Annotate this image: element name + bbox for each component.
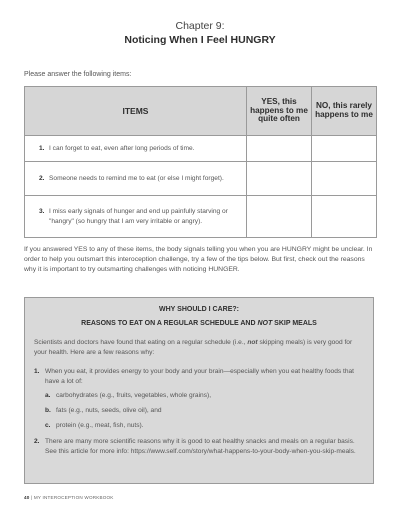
nutrient-letter: c.	[45, 422, 51, 429]
page-number: 40	[24, 495, 30, 500]
book-title: | MY INTEROCEPTION WORKBOOK	[31, 495, 114, 500]
nutrient-item	[45, 422, 345, 429]
nutrient-item	[45, 407, 345, 414]
item-number: 1.	[39, 144, 45, 152]
item-number: 3.	[39, 208, 45, 216]
page-footer	[24, 495, 114, 500]
items-header: ITEMS	[25, 87, 247, 136]
intro-emphasis: not	[247, 339, 258, 346]
item-number: 2.	[39, 174, 45, 182]
subheading-part: SKIP MEALS	[272, 320, 317, 327]
no-answer-cell[interactable]	[312, 196, 377, 238]
item-cell	[25, 136, 247, 162]
nutrient-text: carbohydrates (e.g., fruits, vegetables, whole grains),	[56, 392, 212, 399]
box-intro	[34, 338, 364, 357]
nutrient-letter: b.	[45, 407, 51, 414]
item-cell	[25, 196, 247, 238]
yes-answer-cell[interactable]	[247, 162, 312, 196]
reason-number: 2.	[34, 438, 40, 445]
explanation-paragraph: If you answered YES to any of these items, the body signals telling you when you are HUNGRY might be unclear. In order to help you outsmart this interoception challenge, try a few of the tips below. But first, check out the reasons why it is important to try outsmarting challenges with noticing HUNGER.	[24, 246, 373, 273]
reason-item	[34, 367, 366, 386]
item-text: I miss early signals of hunger and end up painfully starving or "hangry" (so hungry that I am very irritable or angry).	[49, 208, 228, 225]
box-heading: WHY SHOULD I CARE?:	[159, 306, 239, 313]
nutrient-letter: a.	[45, 392, 51, 399]
box-subheading	[25, 320, 373, 327]
nutrient-text: fats (e.g., nuts, seeds, olive oil), and	[56, 407, 162, 414]
no-answer-cell[interactable]	[312, 136, 377, 162]
table-header-row	[25, 87, 377, 136]
reason-item	[34, 437, 366, 456]
yes-answer-cell[interactable]	[247, 136, 312, 162]
item-cell	[25, 162, 247, 196]
instructions: Please answer the following items:	[24, 71, 132, 78]
intro-part: Scientists and doctors have found that eating on a regular schedule (i.e.,	[34, 339, 248, 346]
item-text: I can forget to eat, even after long periods of time.	[49, 144, 195, 152]
yes-header: YES, this happens to me quite often	[247, 87, 312, 136]
table-row	[25, 162, 377, 196]
no-header: NO, this rarely happens to me	[312, 87, 377, 136]
reason-number: 1.	[34, 368, 40, 375]
subheading-part: REASONS TO EAT ON A REGULAR SCHEDULE AND	[81, 320, 258, 327]
intro-part: skipping meals) is very good for your health. Here are a few reasons why:	[34, 339, 353, 356]
yes-answer-cell[interactable]	[247, 196, 312, 238]
table-row	[25, 196, 377, 238]
nutrient-text: protein (e.g., meat, fish, nuts).	[56, 422, 144, 429]
item-text: Someone needs to remind me to eat (or else I might forget).	[49, 174, 224, 182]
subheading-emphasis: NOT	[257, 320, 273, 327]
chapter-subtitle: Noticing When I Feel HUNGRY	[124, 34, 276, 46]
nutrient-item	[45, 392, 345, 399]
no-answer-cell[interactable]	[312, 162, 377, 196]
why-care-box	[24, 297, 374, 484]
items-table	[24, 86, 377, 238]
reason-text: When you eat, it provides energy to your body and your brain—especially when you eat healthy foods that have a lot of:	[45, 368, 354, 385]
chapter-title: Chapter 9:	[175, 20, 225, 32]
reason-text: There are many more scientific reasons why it is good to eat healthy snacks and meals on a regular basis. See this article for more info: https://www.self.com/story/what-happens-to-your-body-when-you-skip-meals.	[45, 438, 356, 455]
table-row	[25, 136, 377, 162]
